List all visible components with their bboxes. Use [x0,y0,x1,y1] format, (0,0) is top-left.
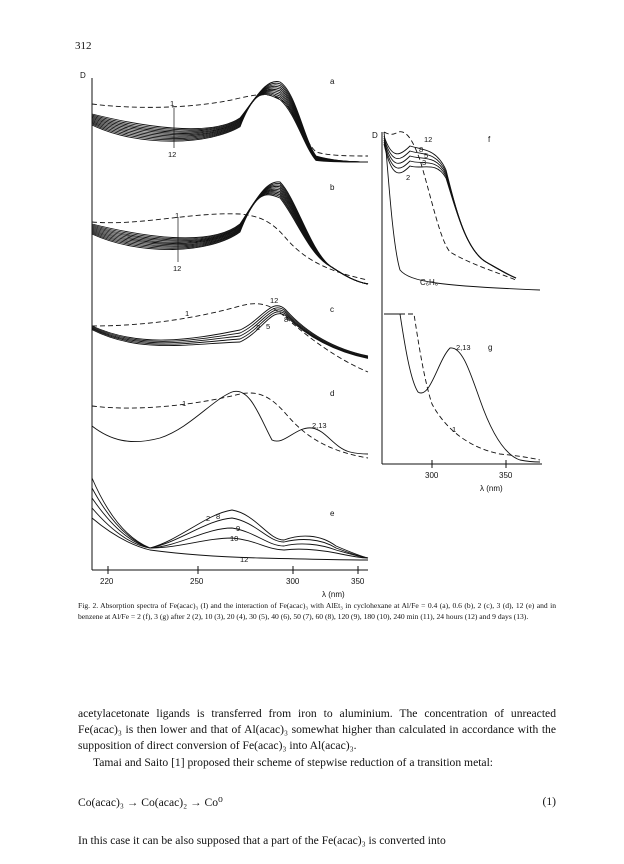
spectrum-curve [92,498,368,558]
curve-label: 1 [185,309,190,318]
right-x-tick-label: 350 [499,471,513,480]
panel-letter-d: d [330,389,335,398]
curve-label: 8 [284,315,289,324]
curve-label: 9 [236,524,241,533]
left-y-axis-label: D [80,71,86,80]
curve-label: 2 [256,323,261,332]
spectrum-curve [92,310,368,357]
equation-text: Co(acac)₃ → Co(acac)₂ → Co⁰ [78,796,223,809]
spectrum-curve [384,132,516,280]
equation [78,795,556,809]
benzene-label: C₆H₆ [420,278,439,287]
curve-label: 8 [419,145,424,154]
panel-letter-g: g [488,343,493,352]
body-paragraph: In this case it can be also supposed that a part of the Fe(acac)₃ is converted into [78,833,446,847]
left-x-tick-label: 300 [286,577,300,586]
left-x-tick-label: 350 [351,577,365,586]
body-paragraph: acetylacetonate ligands is transferred from iron to aluminium. The concentration of unreacted Fe(acac)₃ is then lower and that of Al(acac)₃ somewhat higher than calculated in accordance with the supposition of direct conversion of Fe(acac)₃ into Al(acac)₃. [78,706,556,752]
left-x-tick-label: 220 [100,577,114,586]
spectrum-curve [384,140,516,278]
curve-label: 12 [270,296,279,305]
panel-letter-b: b [330,183,335,192]
panel-letter-f: f [488,135,491,144]
body-paragraph: Tamai and Saito [1] proposed their scheme of stepwise reduction of a transition metal: [93,755,494,769]
curve-label: 1 [175,211,180,220]
curve-label: 1 [170,99,175,108]
curve-label: 2,13 [312,421,327,430]
equation-number: (1) [542,795,556,808]
curve-label: 12 [168,150,177,159]
spectrum-curve [384,136,516,278]
spectrum-curve [92,81,368,162]
figure-caption: Fig. 2. Absorption spectra of Fe(acac)₃ (I) and the interaction of Fe(acac)₃ with AlEt₃ in cyclohexane at Al/Fe = 0.4 (a), 0.6 (b), 2 (c), 3 (d), 12 (e) and in benzene at Al/Fe = 2 (f), 3 (g) after 2 (2), 10 (3), 20 (4), 30 (5), 40 (6), 50 (7), 60 (8), 120 (9), 180 (10), 240 min (11), 24 hours (12) and 9 days (13). [78,601,556,621]
curve-label: 2,13 [456,343,471,352]
panel-letter-c: c [330,305,334,314]
curve-label: 5 [424,151,429,160]
spectrum-curve [384,314,540,462]
page-number: 312 [75,40,92,52]
curve-label: 1 [452,425,457,434]
curve-label: 10 [230,534,239,543]
curve-label: 12 [424,135,433,144]
left-x-tick-label: 250 [190,577,204,586]
right-y-axis-label: D [372,131,378,140]
spectrum-curve [384,314,540,460]
right-x-tick-label: 300 [425,471,439,480]
spectrum-curve [384,142,516,278]
spectrum-curve [384,138,516,278]
spectrum-curve [92,508,368,558]
right-x-axis-label: λ (nm) [480,484,503,493]
spectrum-curve [92,314,368,359]
curve-label: 12 [173,264,182,273]
curve-label: 2 [406,173,411,182]
spectrum-curve [92,306,368,356]
spectrum-curve [384,132,540,290]
curve-label: 8 [216,512,221,521]
spectrum-curve [92,194,368,284]
curve-label: 12 [240,555,249,564]
curve-label: 2 [206,514,211,523]
panel-letter-a: a [330,77,335,86]
curve-label: 3 [422,158,427,167]
curve-label: 5 [266,322,271,331]
panel-letter-e: e [330,509,335,518]
left-x-axis-label: λ (nm) [322,590,345,599]
curve-label: 1 [182,399,187,408]
spectrum-curve [384,144,516,278]
